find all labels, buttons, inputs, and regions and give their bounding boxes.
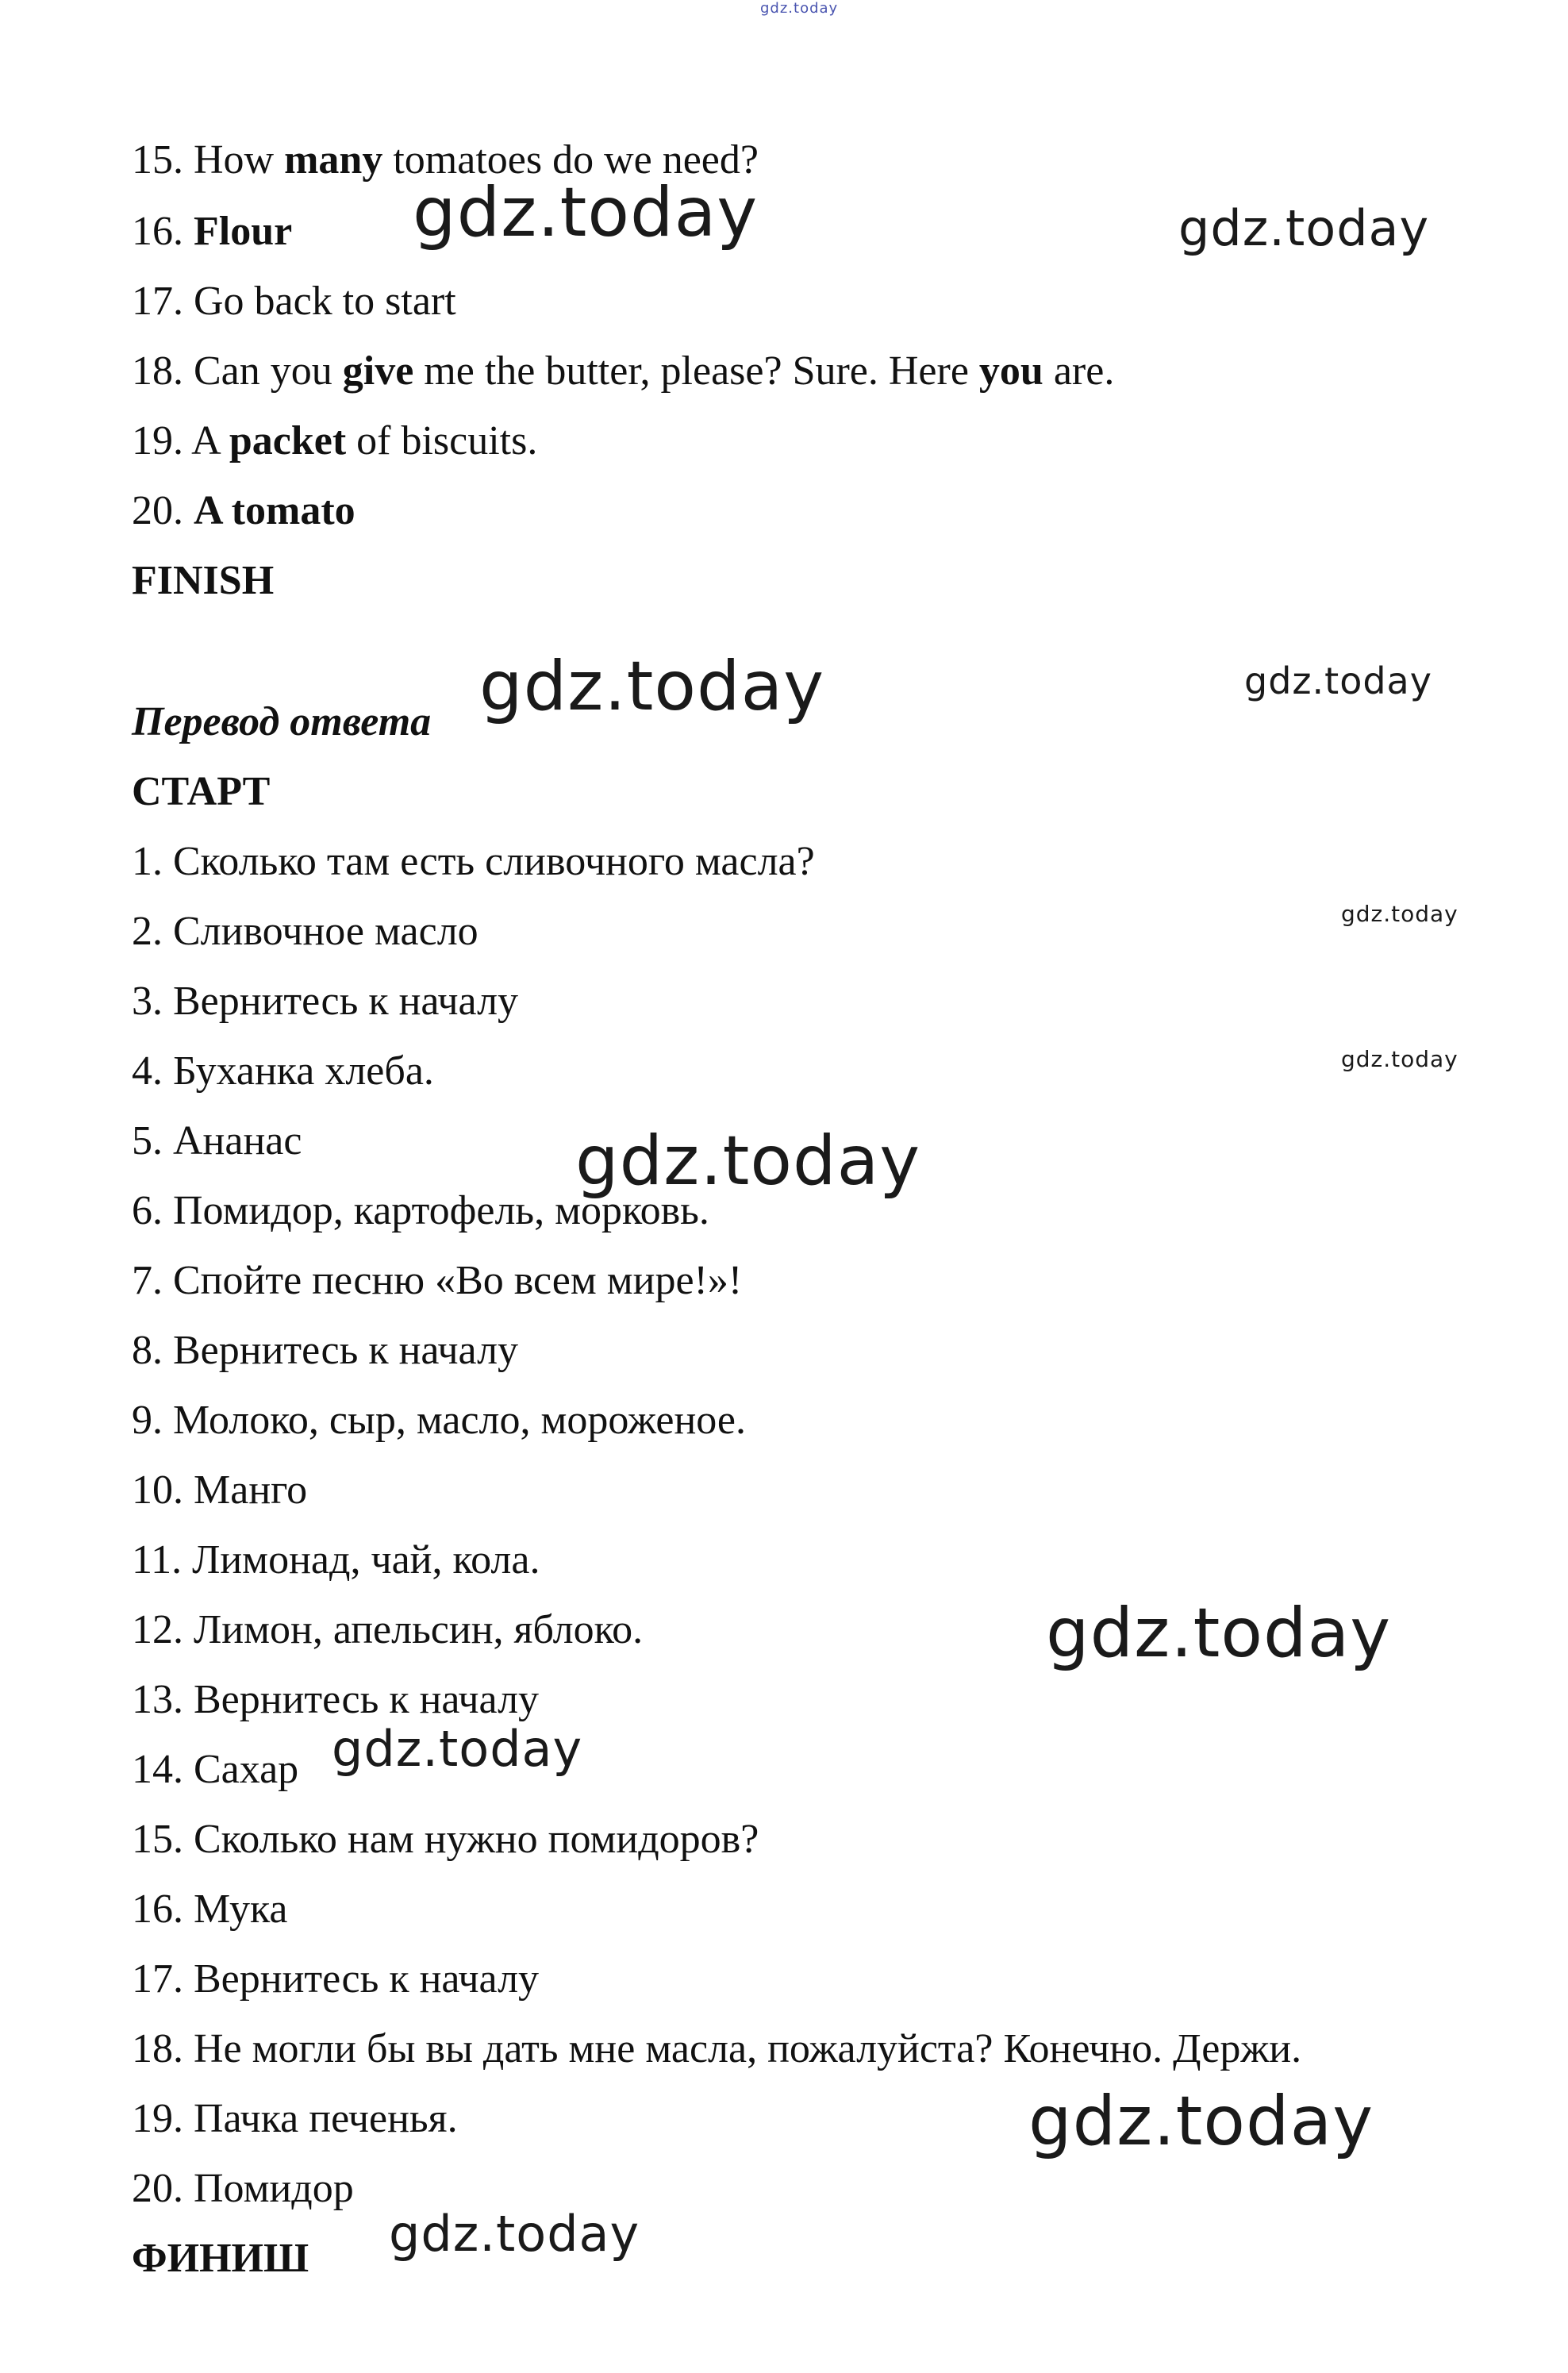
russian-line-1: 1. Сколько там есть сливочного масла? [132,839,815,884]
russian-line-12: 12. Лимон, апельсин, яблоко. [132,1607,644,1652]
russian-line-18: 18. Не могли бы вы дать мне масла, пожалуйста? Конечно. Держи. [132,2026,1302,2071]
watermark: gdz.today [1046,1594,1392,1673]
watermark: gdz.today [1178,199,1430,257]
translation-heading: Перевод ответа [132,699,432,744]
russian-line-20: 20. Помидор [132,2166,354,2211]
start-heading-ru: СТАРТ [132,769,271,814]
russian-line-6: 6. Помидор, картофель, морковь. [132,1188,709,1233]
russian-line-15: 15. Сколько нам нужно помидоров? [132,1817,759,1862]
watermark: gdz.today [1028,2082,1374,2161]
english-line-15: 15. How many tomatoes do we need? [132,137,759,183]
watermark: gdz.today [1341,1046,1458,1072]
russian-line-8: 8. Вернитесь к началу [132,1328,519,1373]
finish-heading-ru: ФИНИШ [132,2236,309,2281]
english-line-19: 19. A packet of biscuits. [132,418,538,463]
russian-line-9: 9. Молоко, сыр, масло, мороженое. [132,1398,746,1443]
russian-line-7: 7. Спойте песню «Во всем мире!»! [132,1258,743,1303]
watermark: gdz.today [413,173,759,252]
watermark: gdz.today [1341,901,1458,927]
russian-line-10: 10. Манго [132,1467,308,1513]
watermark: gdz.today [332,1720,583,1778]
russian-line-11: 11. Лимонад, чай, кола. [132,1537,540,1583]
watermark: gdz.today [479,647,825,726]
watermark: gdz.today [389,2205,640,2263]
russian-line-5: 5. Ананас [132,1118,302,1163]
russian-line-4: 4. Буханка хлеба. [132,1048,434,1094]
russian-line-13: 13. Вернитесь к началу [132,1677,540,1722]
russian-line-17: 17. Вернитесь к началу [132,1956,540,2002]
russian-line-19: 19. Пачка печенья. [132,2096,458,2141]
russian-line-2: 2. Сливочное масло [132,909,478,954]
english-line-16: 16. Flour [132,209,293,254]
russian-line-14: 14. Сахар [132,1747,299,1792]
top-watermark: gdz.today [760,0,839,17]
english-line-17: 17. Go back to start [132,279,456,324]
finish-heading-en: FINISH [132,558,275,603]
english-line-20: 20. A tomato [132,488,355,533]
russian-line-3: 3. Вернитесь к началу [132,979,519,1024]
watermark: gdz.today [575,1121,921,1201]
english-line-18: 18. Can you give me the butter, please? Sure. Here you are. [132,348,1115,394]
watermark: gdz.today [1244,660,1432,702]
russian-line-16: 16. Мука [132,1886,288,1932]
